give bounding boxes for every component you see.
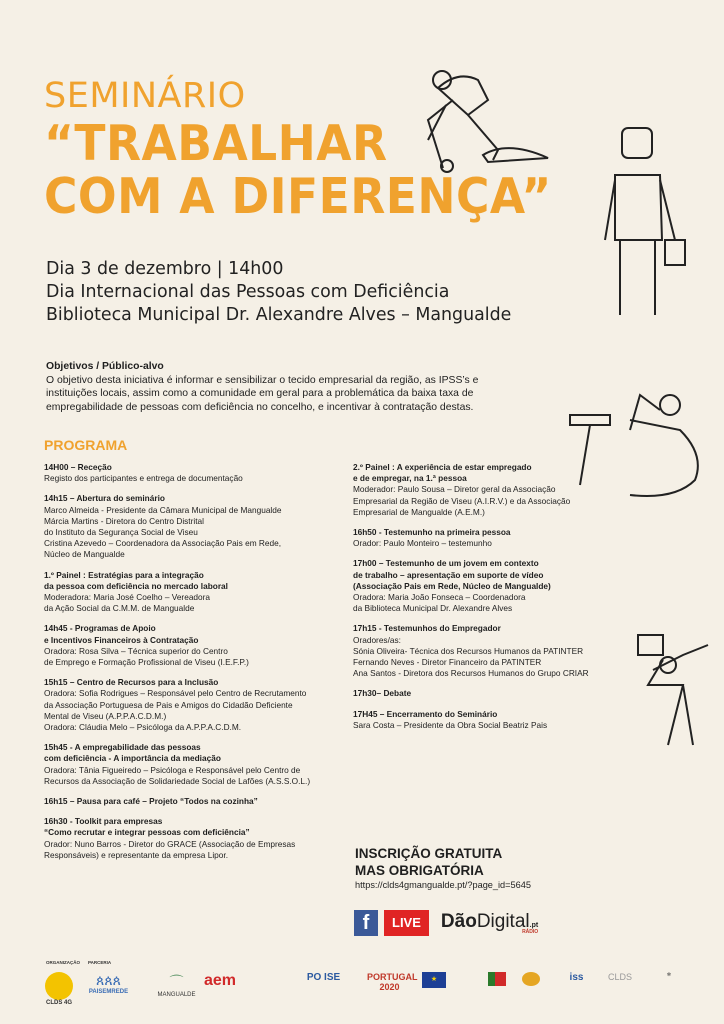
dao-digital-logo: DãoDigital.pt RÁDIO bbox=[440, 911, 539, 935]
program-right-column bbox=[353, 462, 673, 740]
program-item: 17h30– Debate bbox=[353, 688, 412, 699]
event-date: Dia 3 de dezembro | 14h00 bbox=[46, 259, 284, 279]
program-item: 14H00 – Receção Registo dos participantes e entrega de documentação bbox=[44, 462, 243, 484]
program-item: 16h15 – Pausa para café – Projeto “Todos na cozinha” bbox=[44, 796, 258, 807]
program-item: 15h45 - A empregabilidade das pessoas com deficiência - A importância da mediação Oradora: Tânia Figueiredo – Psicóloga e Responsável pelo Centro de Recursos da Associação de Solidariedade Social de Lafões (A.S.S.O.L.) bbox=[44, 742, 311, 786]
program-item: 14h15 – Abertura do seminário Marco Almeida - Presidente da Câmara Municipal de Mangualde Márcia Martins - Diretora do Centro Distrital do Instituto da Segurança Social de Viseu Cristina Azevedo – Coordenadora da Associação Pais em Rede, Núcleo de Mangualde bbox=[44, 493, 282, 560]
registration-link[interactable]: https://clds4gmangualde.pt/?page_id=5645 bbox=[355, 880, 531, 890]
paisemrede-logo: ጰጰጰ PAISEMREDE bbox=[88, 972, 129, 995]
program-item: 16h50 - Testemunho na primeira pessoa Orador: Paulo Monteiro – testemunho bbox=[353, 527, 511, 549]
program-item: 14h45 - Programas de Apoio e Incentivos Financeiros à Contratação Oradora: Rosa Silva – Técnica superior do Centro de Emprego e Formação Profissional de Viseu (I.E.F.P.) bbox=[44, 623, 249, 668]
program-item: 15h15 – Centro de Recursos para a Inclusão Oradora: Sofia Rodrigues – Responsável pelo Centro de Recrutamento da Associação Portuguesa de Pais e Amigos do Cidadão Deficiente Mental de Viseu (A.P.P.A.C.D.M.) Oradora: Cláudia Melo – Psicóloga da A.P.P.A.C.D.M. bbox=[44, 677, 307, 733]
mangualde-logo: ⌒ MANGUALDE bbox=[157, 974, 196, 998]
objectives-text: O objetivo desta iniciativa é informar e sensibilizar o tecido empresarial da região, as IPSS’s e instituições locais, assim como a comunidade em geral para a problemática da baixa taxa de empregabilidade de pessoas com deficiência no concelho, e incentivar à contratação destas. bbox=[46, 374, 479, 413]
program-item: 17h00 – Testemunho de um jovem em contexto de trabalho – apresentação em suporte de vídeo (Associação Pais em Rede, Núcleo de Mangualde) Oradora: Maria João Fonseca – Coordenadora da Biblioteca Municipal Dr. Alexandre Alves bbox=[353, 558, 551, 614]
event-name: Dia Internacional das Pessoas com Deficiência bbox=[46, 282, 450, 302]
program-title: PROGRAMA bbox=[44, 437, 128, 453]
clds4g-logo: CLDS bbox=[607, 972, 632, 982]
poise-logo: PO ISE bbox=[306, 972, 341, 983]
program-item: 17H45 – Encerramento do Seminário Sara Costa – Presidente da Obra Social Beatriz Pais bbox=[353, 708, 548, 730]
program-item: 16h30 - Toolkit para empresas “Como recrutar e integrar pessoas com deficiência” Orador: Nuno Barros - Diretor do GRACE (Associação de Empresas Responsáveis) e representante da empresa Lipor. bbox=[44, 816, 296, 860]
facebook-icon[interactable]: f bbox=[354, 910, 378, 936]
clds-logo: CLDS 4G bbox=[44, 972, 74, 1012]
registration-title: INSCRIÇÃO GRATUITA MAS OBRIGATÓRIA bbox=[355, 846, 503, 878]
live-badge: LIVE bbox=[384, 910, 429, 936]
objectives-section bbox=[46, 360, 516, 414]
portugal2020-logo: PORTUGAL 2020 bbox=[367, 972, 418, 992]
organization-label: ORGANIZAÇÃO bbox=[46, 960, 80, 965]
portugal-flag-icon bbox=[488, 972, 506, 1012]
program-item: 1.º Painel : Estratégias para a integração da pessoa com deficiência no mercado laboral Moderadora: Maria José Coelho – Vereadora da Ação Social da C.M.M. de Mangualde bbox=[44, 569, 228, 614]
standing-figure-sketch bbox=[600, 120, 700, 320]
partnership-label: PARCERIA bbox=[88, 960, 112, 965]
title-line-2: COM A DIFERENÇA” bbox=[44, 168, 552, 225]
program-item: 2.º Painel : A experiência de estar empregado e de empregar, na 1.ª pessoa Moderador: Paulo Sousa – Diretor geral da Associação Empresarial da Região de Viseu (A.I.R.V.) e da Associação Empresarial de Mangualde (A.E.M.) bbox=[353, 462, 571, 517]
iss-logo: iss bbox=[569, 972, 584, 983]
event-venue: Biblioteca Municipal Dr. Alexandre Alves – Mangualde bbox=[46, 305, 512, 325]
seminar-label: SEMINÁRIO bbox=[44, 76, 246, 116]
title-line-1: “TRABALHAR bbox=[44, 115, 388, 172]
digging-figure-sketch bbox=[398, 60, 568, 175]
partner-logo bbox=[522, 972, 542, 1012]
aem-logo: aem bbox=[204, 972, 237, 989]
eu-flag-icon: ★ bbox=[422, 972, 447, 1012]
broadcast-logos bbox=[354, 910, 538, 936]
program-left-column bbox=[44, 462, 344, 870]
event-info bbox=[46, 258, 511, 327]
footer-logos bbox=[44, 972, 694, 1012]
program-item: 17h15 - Testemunhos do Empregador Oradores/as: Sónia Oliveira- Técnica dos Recursos Humanos da PATINTER Fernando Neves - Diretor Financeiro da PATINTER Ana Santos - Diretora dos Recursos Humanos do Grupo CRIAR bbox=[353, 623, 589, 679]
objectives-title: Objetivos / Público-alvo bbox=[46, 361, 164, 372]
obra-social-logo: ✻ bbox=[666, 972, 672, 978]
